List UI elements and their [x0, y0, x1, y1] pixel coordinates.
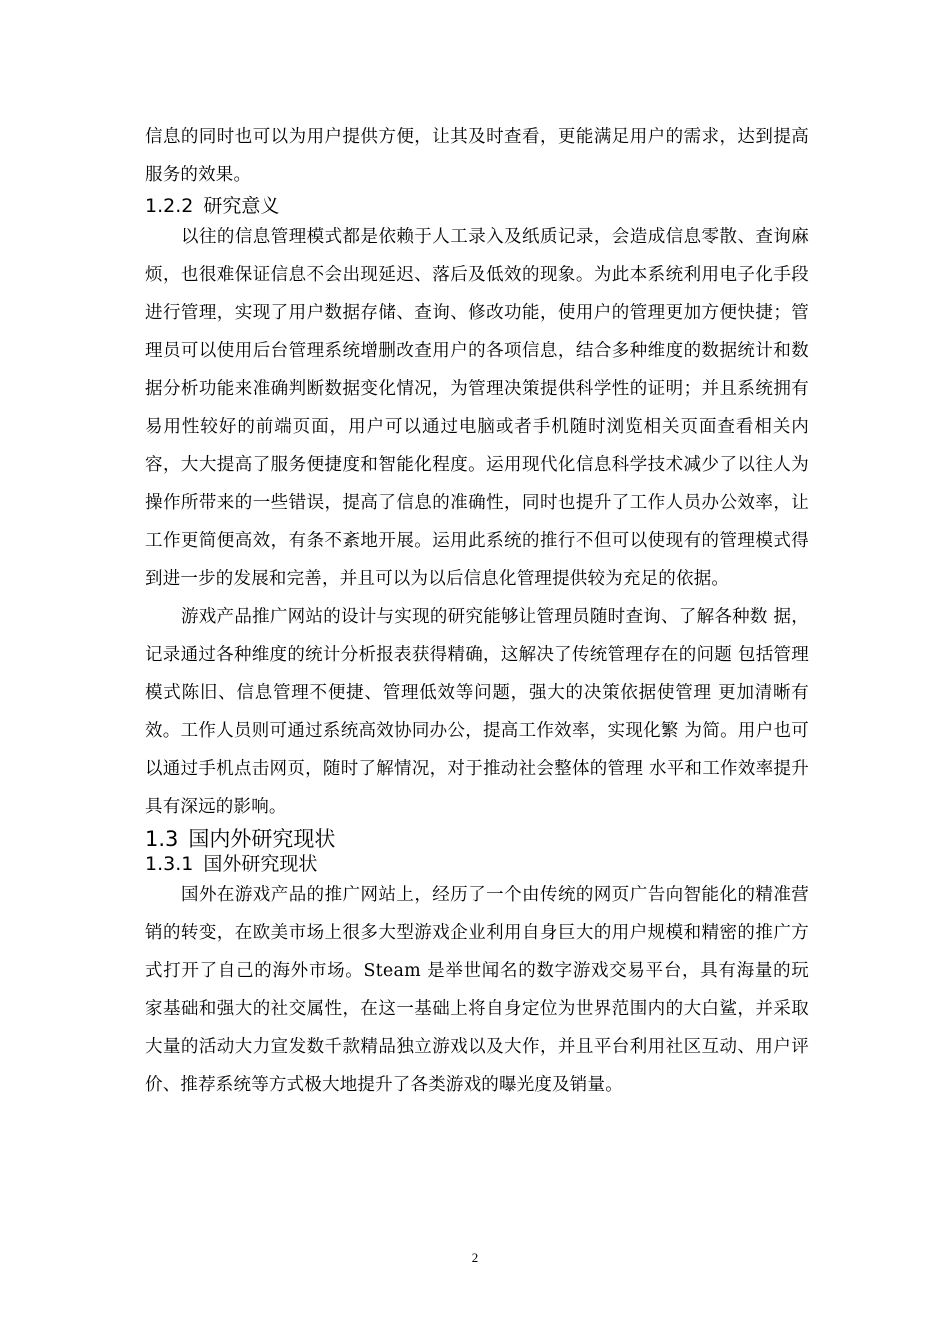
paragraph-significance-2: 游戏产品推广网站的设计与实现的研究能够让管理员随时查询、了解各种数 据，记录通过各种维度的统计分析报表获得精确，这解决了传统管理存在的问题 包括管理模式陈旧、信息管理不便捷、管理低效等问题，强大的决策依据使管理 更加清晰有效。工作人员则可通过系统高效协同办公，提高工作效率，实现化繁 为简。用户也可以通过手机点击网页，随时了解情况，对于推动社会整体的管理 水平和工作效率提升具有深远的影响。 — [145, 607, 809, 817]
heading-number: 1.3.1 — [145, 853, 194, 875]
paragraph-significance-1: 以往的信息管理模式都是依赖于人工录入及纸质记录，会造成信息零散、查询麻烦，也很难保证信息不会出现延迟、落后及低效的现象。为此本系统利用电子化手段进行管理，实现了用户数据存储、查询、修改功能，使用户的管理更加方便快捷；管理员可以使用后台管理系统增删改查用户的各项信息，结合多种维度的数据统计和数据分析功能来准确判断数据变化情况，为管理决策提供科学性的证明；并且系统拥有易用性较好的前端页面，用户可以通过电脑或者手机随时浏览相关页面查看相关内容，大大提高了服务便捷度和智能化程度。运用现代化信息科学技术减少了以往人为操作所带来的一些错误，提高了信息的准确性，同时也提升了工作人员办公效率，让工作更简便高效，有条不紊地开展。运用此系统的推行不但可以使现有的管理模式得到进一步的发展和完善，并且可以为以后信息化管理提供较为充足的依据。 — [145, 227, 809, 589]
page-number: 2 — [471, 1250, 479, 1265]
paragraph-foreign-research: 国外在游戏产品的推广网站上，经历了一个由传统的网页广告向智能化的精准营销的转变，在欧美市场上很多大型游戏企业利用自身巨大的用户规模和精密的推广方式打开了自己的海外市场。Steam 是举世闻名的数字游戏交易平台，具有海量的玩家基础和强大的社交属性，在这一基础上将自身定位为世界范围内的大白鲨，并采取大量的活动大力宣发数千款精品独立游戏以及大作，并且平台利用社区互动、用户评价、推荐系统等方式极大地提升了各类游戏的曝光度及销量。 — [145, 885, 809, 1095]
heading-number: 1.2.2 — [145, 195, 194, 217]
heading-title: 国内外研究现状 — [188, 827, 336, 851]
heading-1-2-2 — [145, 194, 809, 218]
heading-title: 研究意义 — [203, 195, 280, 217]
page-content — [145, 118, 809, 1104]
paragraph-intro-continuation: 信息的同时也可以为用户提供方便，让其及时查看，更能满足用户的需求，达到提高服务的效果。 — [145, 127, 809, 185]
heading-1-3-1 — [145, 852, 809, 876]
heading-number: 1.3 — [145, 827, 179, 851]
heading-1-3 — [145, 826, 809, 852]
heading-title: 国外研究现状 — [203, 853, 318, 875]
